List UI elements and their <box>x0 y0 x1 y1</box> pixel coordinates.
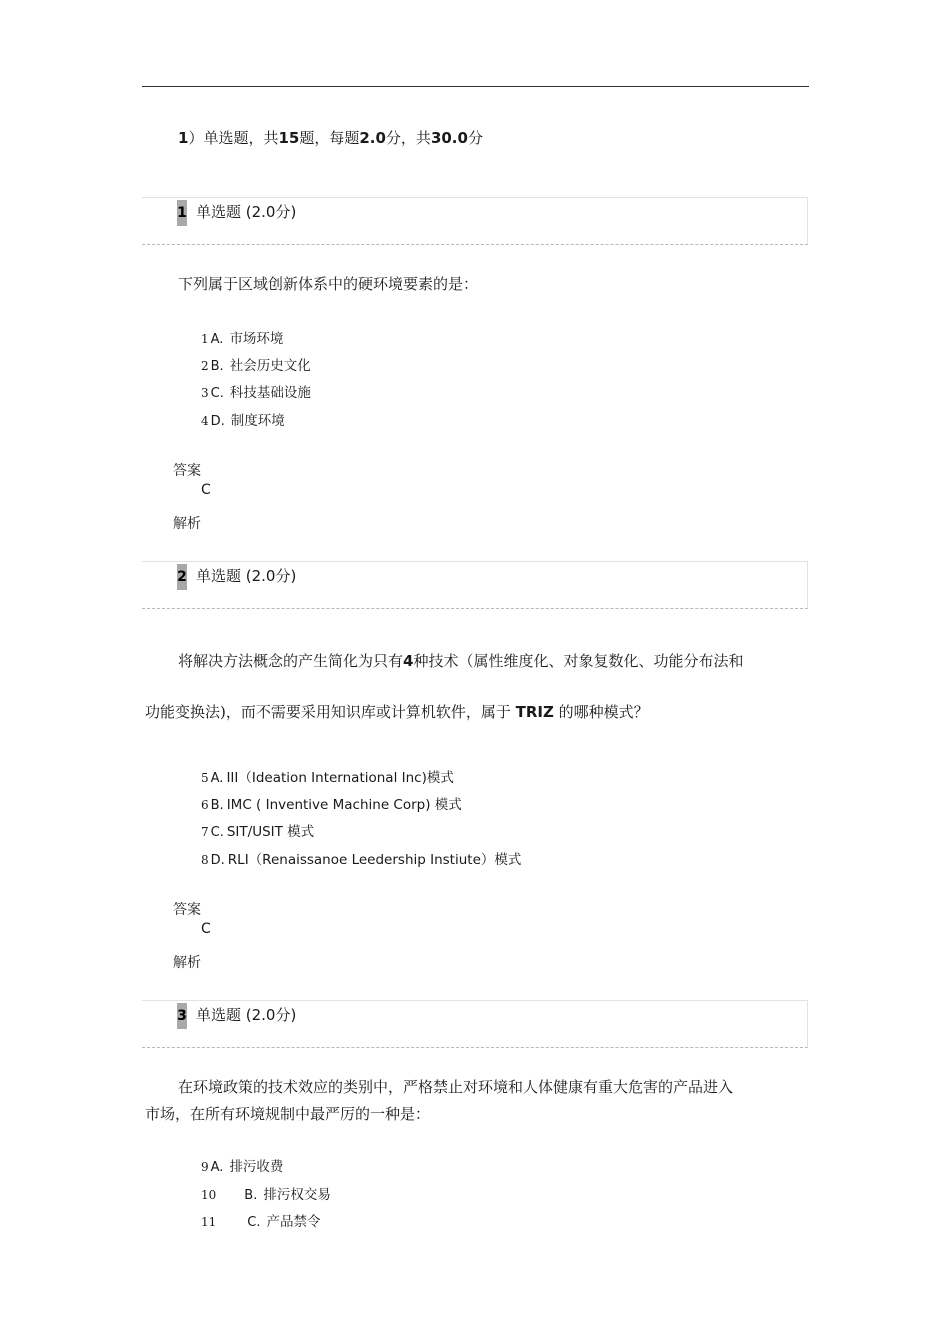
question-type: 单选题 (2.0分) <box>196 203 297 221</box>
option-3a[interactable]: 9 A. 排污收费 <box>201 1159 284 1175</box>
question-type: 单选题 (2.0分) <box>196 1006 297 1024</box>
section-title: 1）单选题，共15题，每题2.0分，共30.0分 <box>178 129 483 147</box>
option-2c[interactable]: 7 C. SIT/USIT 模式 <box>201 824 315 840</box>
option-3b[interactable]: 10 B. 排污权交易 <box>201 1187 331 1203</box>
question-stem-2-line1: 将解决方法概念的产生简化为只有4种技术（属性维度化、对象复数化、功能分布法和 <box>178 652 744 670</box>
question-header-3 <box>142 1000 808 1048</box>
option-1a[interactable]: 1 A. 市场环境 <box>201 331 284 347</box>
option-1d[interactable]: 4 D. 制度环境 <box>201 413 285 429</box>
question-number: 1 <box>177 200 187 226</box>
option-2d[interactable]: 8 D. RLI（Renaissanoe Leedership Instiute）模式 <box>201 852 522 868</box>
answer-value: C <box>201 921 211 937</box>
answer-label: 答案 <box>173 902 201 918</box>
question-header-2 <box>142 561 808 609</box>
top-rule <box>142 86 809 87</box>
option-2a[interactable]: 5 A. III（Ideation International Inc)模式 <box>201 770 454 786</box>
option-1c[interactable]: 3 C. 科技基础设施 <box>201 385 311 401</box>
question-type: 单选题 (2.0分) <box>196 567 297 585</box>
question-stem-3-line2: 市场，在所有环境规制中最严厉的一种是： <box>145 1105 431 1123</box>
answer-value: C <box>201 482 211 498</box>
question-stem-3-line1: 在环境政策的技术效应的类别中，严格禁止对环境和人体健康有重大危害的产品进入 <box>178 1078 734 1096</box>
question-number: 3 <box>177 1003 187 1029</box>
answer-label: 答案 <box>173 463 201 479</box>
analysis-label: 解析 <box>173 516 201 532</box>
option-3c[interactable]: 11 C. 产品禁令 <box>201 1214 321 1230</box>
option-2b[interactable]: 6 B. IMC ( Inventive Machine Corp) 模式 <box>201 797 462 813</box>
question-stem-1: 下列属于区域创新体系中的硬环境要素的是： <box>178 275 479 293</box>
question-header-1 <box>142 197 808 245</box>
option-1b[interactable]: 2 B. 社会历史文化 <box>201 358 311 374</box>
question-number: 2 <box>177 564 187 590</box>
question-stem-2-line2: 功能变换法)，而不需要采用知识库或计算机软件，属于 TRIZ 的哪种模式？ <box>145 703 649 721</box>
analysis-label: 解析 <box>173 955 201 971</box>
